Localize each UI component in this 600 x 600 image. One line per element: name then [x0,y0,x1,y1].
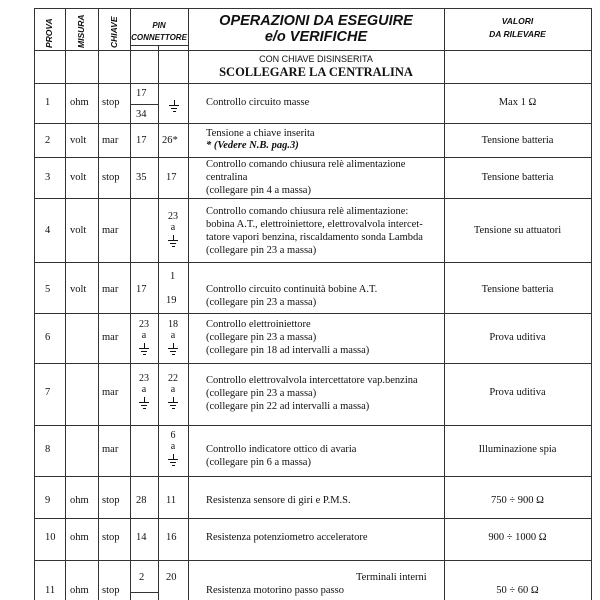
header-chiave: CHIAVE [109,16,119,48]
row-value: Tensione batteria [481,172,554,183]
row-pin-a2: 34 [136,109,147,120]
preamble-line-2: SCOLLEGARE LA CENTRALINA [219,65,413,79]
row-pin-a: 17 [136,88,147,99]
row-pin-b: 23 [168,211,178,222]
grid-line [130,45,188,46]
row-pin-b: 26* [162,135,178,146]
row-chiave: mar [102,135,119,146]
row-misura: ohm [70,585,89,596]
row-chiave: stop [102,585,120,596]
ground-icon [168,397,178,409]
row-pin-a: 14 [136,532,147,543]
pin-a-label: a [170,441,176,452]
row-pin-a: 23 [139,373,149,384]
row-value: Prova uditiva [489,387,546,398]
row-operation: Controllo comando chiusura relè alimentazione [206,159,406,170]
row-number: 5 [45,284,51,295]
row-chiave: stop [102,172,120,183]
row-pin-b: 18 [168,319,178,330]
row-pin-a: 2 [139,572,145,583]
row-number: 10 [45,532,56,543]
grid-line [34,83,592,84]
row-pin-b: 1 [170,271,176,282]
grid-line [34,313,592,314]
row-value: Tensione su attuatori [473,225,562,236]
row-chiave: mar [102,284,119,295]
row-operation: (collegare pin 22 ad intervalli a massa) [206,401,370,412]
row-pin-a: 17 [136,135,147,146]
row-value: 900 ÷ 1000 Ω [488,532,547,543]
header-da-rilevare: DA RILEVARE [489,29,546,39]
grid-line [34,363,592,364]
row-misura: volt [70,225,87,236]
row-pin-b: 17 [166,172,177,183]
row-operation: (collegare pin 23 a massa) [206,245,317,256]
row-number: 8 [45,444,51,455]
grid-line [34,425,592,426]
row-operation: Controllo elettroiniettore [206,319,311,330]
row-value: Tensione batteria [481,284,554,295]
row-operation: Controllo elettrovalvola intercettatore vap.benzina [206,375,418,386]
row-chiave: stop [102,532,120,543]
ground-icon [139,397,149,409]
row-chiave: stop [102,97,120,108]
ground-icon [168,454,178,466]
row-operation: Resistenza motorino passo passo [206,585,344,596]
pin-a-label: a [141,330,147,341]
row-operation: (collegare pin 6 a massa) [206,457,311,468]
row-operation: Controllo indicatore ottico di avaria [206,444,357,455]
grid-line [130,104,158,105]
row-operation: Terminali interni [356,572,427,583]
ground-icon [139,343,149,355]
row-operation: bobina A.T., elettroiniettore, elettrovalvola intercet- [206,219,423,230]
row-pin-a: 17 [136,284,147,295]
grid-line [130,592,158,593]
ground-icon [168,235,178,247]
row-operation: tatore vapori benzina, riscaldamento sonda Lambda [206,232,423,243]
row-pin-b2: 19 [166,295,177,306]
grid-line [188,8,189,600]
row-operation: centralina [206,172,248,183]
row-misura: ohm [70,495,89,506]
ground-icon [168,343,178,355]
grid-line [34,476,592,477]
grid-line [34,198,592,199]
row-number: 1 [45,97,51,108]
header-connettore: CONNETTORE [131,33,187,42]
header-title-1: OPERAZIONI DA ESEGUIRE [219,13,413,29]
row-operation: Resistenza sensore di giri e P.M.S. [206,495,351,506]
row-misura: ohm [70,97,89,108]
row-pin-b: 11 [166,495,177,506]
row-operation: Controllo circuito continuità bobine A.T. [206,284,378,295]
row-number: 6 [45,332,51,343]
pin-a-label: a [141,384,147,395]
row-pin-a: 35 [136,172,147,183]
row-pin-b: 20 [166,572,177,583]
row-misura: ohm [70,532,89,543]
row-value: 50 ÷ 60 Ω [496,585,539,596]
grid-line [34,262,592,263]
grid-line [158,45,159,600]
row-value: Illuminazione spia [478,444,557,455]
row-pin-b: 16 [166,532,177,543]
grid-line [34,518,592,519]
row-operation: Resistenza potenziometro acceleratore [206,532,368,543]
grid-line [65,8,66,600]
row-operation: Controllo circuito masse [206,97,310,108]
pin-a-label: a [170,330,176,341]
header-title-2: e/o VERIFICHE [264,29,368,45]
row-operation: (collegare pin 23 a massa) [206,332,317,343]
grid-line [98,8,99,600]
row-operation: (collegare pin 18 ad intervalli a massa) [206,345,370,356]
row-pin-a: 23 [139,319,149,330]
row-pin-b: 6 [170,430,176,441]
row-chiave: mar [102,387,119,398]
row-chiave: mar [102,444,119,455]
row-operation: (collegare pin 23 a massa) [206,388,317,399]
grid-line [34,8,35,600]
row-chiave: stop [102,495,120,506]
row-number: 3 [45,172,51,183]
grid-line [34,8,592,9]
row-pin-b: 22 [168,373,178,384]
row-number: 11 [45,585,56,596]
row-operation: (collegare pin 4 a massa) [206,185,311,196]
row-number: 4 [45,225,51,236]
row-misura: volt [70,172,87,183]
grid-line [34,50,592,51]
row-operation: Controllo comando chiusura relè alimentazione: [206,206,409,217]
row-number: 7 [45,387,51,398]
pin-a-label: a [170,384,176,395]
header-misura: MISURA [76,14,86,48]
row-operation: * (Vedere N.B. pag.3) [206,140,299,151]
row-value: Prova uditiva [489,332,546,343]
preamble-line-1: CON CHIAVE DISINSERITA [259,54,373,64]
row-misura: volt [70,284,87,295]
grid-line [130,8,131,600]
row-misura: volt [70,135,87,146]
row-value: 750 ÷ 900 Ω [491,495,544,506]
header-pin: PIN [152,21,166,30]
row-chiave: mar [102,332,119,343]
row-operation: (collegare pin 23 a massa) [206,297,317,308]
grid-line [34,560,592,561]
row-number: 2 [45,135,51,146]
grid-line [34,123,592,124]
grid-line [591,8,592,600]
ground-icon [169,100,179,112]
row-value: Tensione batteria [481,135,554,146]
header-valori: VALORI [501,16,534,26]
header-prova: PROVA [44,18,54,48]
row-number: 9 [45,495,51,506]
pin-a-label: a [170,222,176,233]
row-pin-a: 28 [136,495,147,506]
row-chiave: mar [102,225,119,236]
row-operation: Tensione a chiave inserita [206,128,315,139]
row-value: Max 1 Ω [498,97,537,108]
